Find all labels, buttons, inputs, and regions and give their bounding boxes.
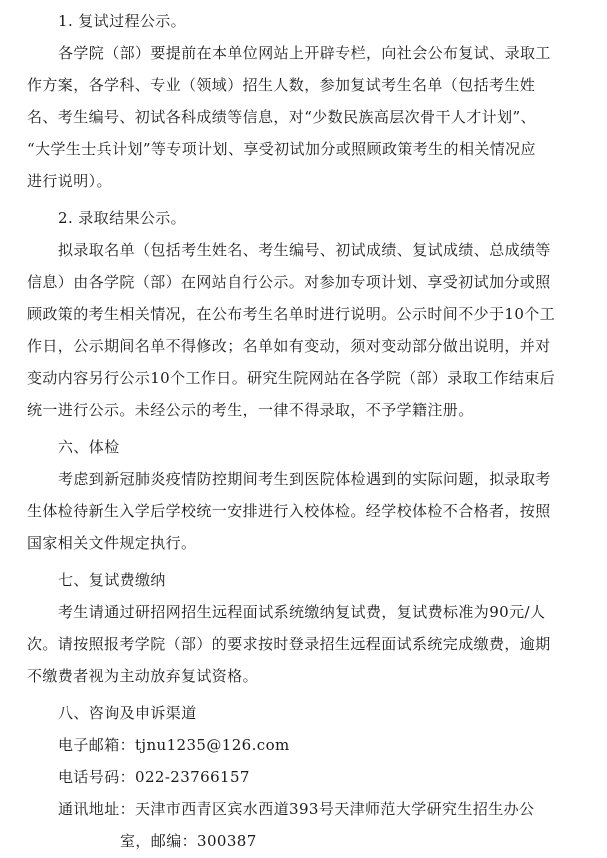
paragraph-line: 国家相关文件规定执行。 — [27, 534, 197, 552]
section-heading-admission-publicity: 2. 录取结果公示。 — [58, 209, 187, 227]
section-heading-fee-payment: 七、复试费缴纳 — [58, 571, 166, 589]
paragraph-line: 考虑到新冠肺炎疫情防控期间考生到医院体检遇到的实际问题，拟录取考 — [58, 470, 551, 488]
paragraph-line: 各学院（部）要提前在本单位网站上开辟专栏，向社会公布复试、录取工 — [58, 44, 551, 62]
paragraph-line: “大学生士兵计划”等专项计划、享受初试加分或照顾政策考生的相关情况应 — [27, 140, 536, 158]
paragraph-line: 考生请通过研招网招生远程面试系统缴纳复试费，复试费标准为90元/人 — [58, 603, 546, 621]
paragraph-line: 进行说明）。 — [27, 172, 112, 190]
contact-phone: 电话号码：022-23766157 — [58, 768, 250, 786]
paragraph-line: 生体检待新生入学后学校统一安排进行入校体检。经学校体检不合格者，按照 — [27, 502, 551, 520]
paragraph-line: 统一进行公示。未经公示的考生，一律不得录取，不予学籍注册。 — [27, 401, 474, 419]
contact-address: 通讯地址：天津市西青区宾水西道393号天津师范大学研究生招生办公 — [58, 800, 535, 818]
paragraph-line: 不缴费者视为主动放弃复试资格。 — [27, 667, 259, 685]
contact-email: 电子邮箱：tjnu1235@126.com — [58, 736, 290, 754]
section-heading-review-publicity: 1. 复试过程公示。 — [58, 12, 187, 30]
paragraph-line: 顾政策的考生相关情况，在公布考生名单时进行说明。公示时间不少于10个工 — [27, 305, 556, 323]
contact-address-continued: 室，邮编：300387 — [120, 832, 257, 850]
paragraph-line: 名、考生编号、初试各科成绩等信息，对“少数民族高层次骨干人才计划”、 — [27, 108, 536, 126]
paragraph-line: 拟录取名单（包括考生姓名、考生编号、初试成绩、复试成绩、总成绩等 — [58, 241, 551, 259]
paragraph-line: 信息）由各学院（部）在网站自行公示。对参加专项计划、享受初试加分或照 — [27, 273, 551, 291]
section-heading-contact: 八、咨询及申诉渠道 — [58, 704, 197, 722]
paragraph-line: 作方案，各学科、专业（领域）招生人数，参加复试考生名单（包括考生姓 — [27, 76, 536, 94]
paragraph-line: 次。请按照报考学院（部）的要求按时登录招生远程面试系统完成缴费，逾期 — [27, 635, 551, 653]
paragraph-line: 作日，公示期间名单不得修改；名单如有变动，须对变动部分做出说明，并对 — [27, 337, 551, 355]
paragraph-line: 变动内容另行公示10个工作日。研究生院网站在各学院（部）录取工作结束后 — [27, 369, 556, 387]
section-heading-physical-exam: 六、体检 — [58, 438, 120, 456]
